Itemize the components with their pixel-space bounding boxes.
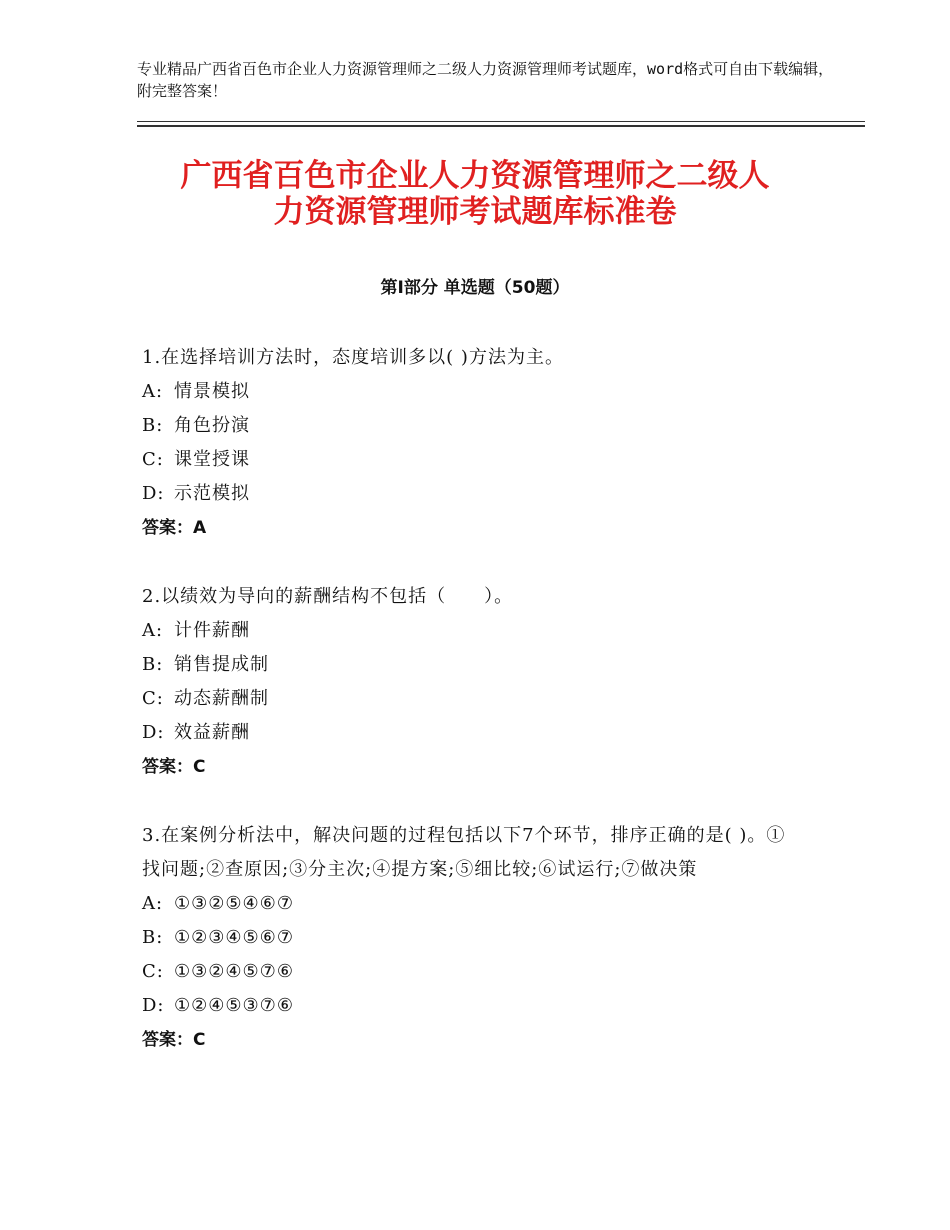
option-letter: C:	[142, 961, 164, 982]
section-title: 第Ⅰ部分 单选题（50题）	[380, 278, 570, 298]
option-letter: D:	[142, 995, 165, 1016]
option-b	[142, 921, 802, 955]
option-c	[142, 443, 802, 477]
answer-label: 答案：C	[142, 757, 206, 777]
option-text: 动态薪酬制	[174, 688, 269, 709]
document-title-line-1: 广西省百色市企业人力资源管理师之二级人	[180, 158, 770, 194]
header-divider-thin	[137, 121, 865, 122]
option-text: 计件薪酬	[174, 620, 250, 641]
option-text: 销售提成制	[174, 654, 269, 675]
option-text: ①③②⑤④⑥⑦	[174, 893, 294, 914]
answer-label: 答案：C	[142, 1030, 206, 1050]
option-letter: A:	[142, 893, 164, 914]
question-block-3	[142, 819, 802, 1057]
option-text: 效益薪酬	[174, 722, 250, 743]
option-text: 情景模拟	[174, 381, 250, 402]
question-block-2	[142, 580, 802, 784]
option-text: ①②④⑤③⑦⑥	[174, 995, 294, 1016]
question-block-1	[142, 341, 802, 545]
option-a	[142, 375, 802, 409]
option-text: 角色扮演	[174, 415, 250, 436]
option-letter: B:	[142, 415, 164, 436]
option-letter: B:	[142, 927, 164, 948]
question-text: 1.在选择培训方法时，态度培训多以( )方法为主。	[142, 347, 564, 368]
header-divider-thick	[137, 125, 865, 127]
question-text: 3.在案例分析法中，解决问题的过程包括以下7个环节，排序正确的是( )。①找问题;②查原因;③分主次;④提方案;⑤细比较;⑥试运行;⑦做决策	[142, 825, 786, 880]
option-letter: A:	[142, 381, 164, 402]
option-d	[142, 989, 802, 1023]
option-text: 课堂授课	[174, 449, 250, 470]
document-title-line-2: 力资源管理师考试题库标准卷	[273, 194, 677, 230]
option-text: ①③②④⑤⑦⑥	[174, 961, 294, 982]
header-note: 专业精品广西省百色市企业人力资源管理师之二级人力资源管理师考试题库，word格式可自由下载编辑，附完整答案！	[137, 60, 834, 100]
option-b	[142, 648, 802, 682]
option-letter: D:	[142, 483, 165, 504]
question-text: 2.以绩效为导向的薪酬结构不包括（ ）。	[142, 586, 514, 607]
option-text: 示范模拟	[174, 483, 250, 504]
option-letter: A:	[142, 620, 164, 641]
option-d	[142, 716, 802, 750]
option-a	[142, 614, 802, 648]
option-letter: C:	[142, 449, 164, 470]
option-letter: B:	[142, 654, 164, 675]
option-a	[142, 887, 802, 921]
option-d	[142, 477, 802, 511]
option-c	[142, 682, 802, 716]
option-b	[142, 409, 802, 443]
option-c	[142, 955, 802, 989]
document-title	[137, 158, 813, 230]
option-letter: C:	[142, 688, 164, 709]
answer-label: 答案：A	[142, 518, 207, 538]
option-text: ①②③④⑤⑥⑦	[174, 927, 294, 948]
option-letter: D:	[142, 722, 165, 743]
